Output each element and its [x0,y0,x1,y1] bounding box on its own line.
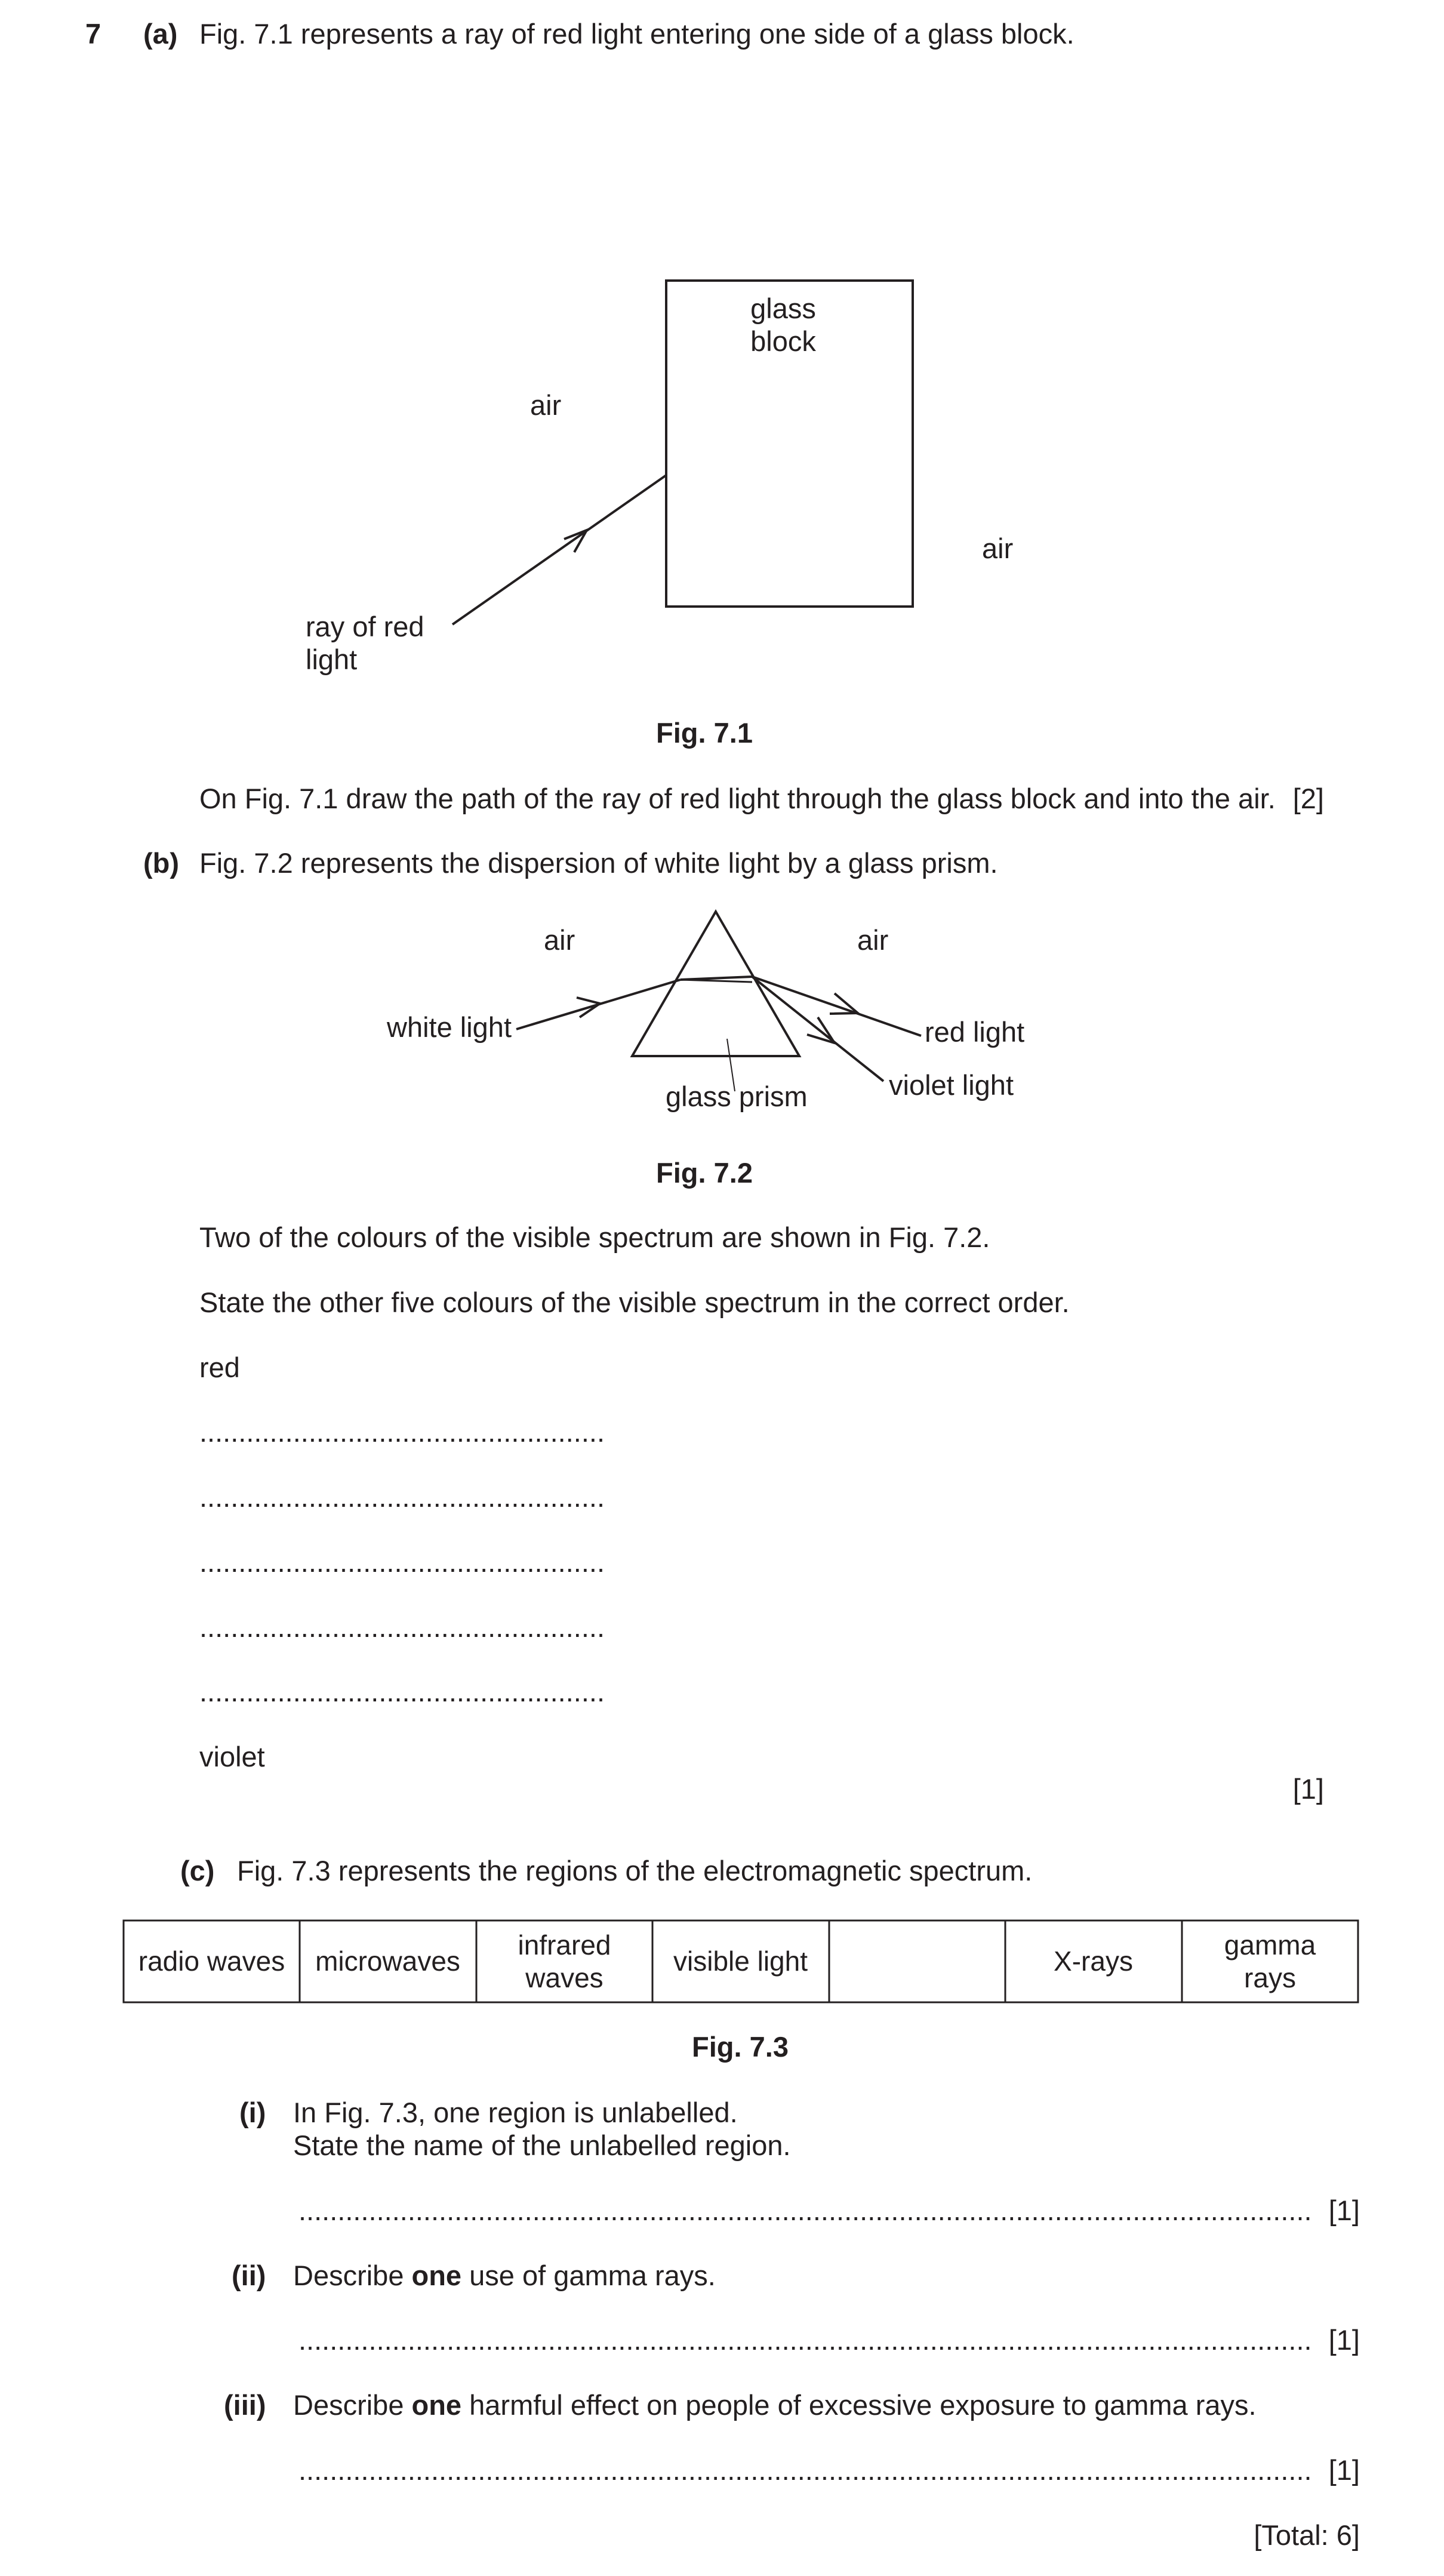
sub-ii-marks: [1] [1328,2324,1360,2356]
sub-ii-text: Describe one use of gamma rays. [293,2260,716,2291]
fig-7-1-air-left: air [530,389,562,421]
spectrum-cell-gamma-rays: gamma rays [1224,1929,1316,1993]
fig-7-1-caption: Fig. 7.1 [656,717,753,749]
question-total: [Total: 6] [1254,2519,1360,2551]
part-a-marks: [2] [1292,783,1324,814]
part-a-label: (a) [143,18,178,50]
fig-7-3-caption: Fig. 7.3 [692,2031,789,2063]
colour-answer-line-2[interactable]: .................................................... [199,1481,605,1513]
sub-iii-label: (iii) [224,2389,266,2421]
sub-i-answer-line[interactable]: .................................................................................................................................. [298,2195,1312,2226]
glass-block-label-line1: glass [750,293,816,324]
colour-answer-line-5[interactable]: .................................................... [199,1676,605,1707]
colour-violet: violet [199,1741,265,1772]
colour-answer-line-1[interactable]: .................................................... [199,1416,605,1448]
sub-iii-text: Describe one harmful effect on people of excessive exposure to gamma rays. [293,2389,1257,2421]
sub-iii-marks: [1] [1328,2454,1360,2486]
part-b-task: State the other five colours of the visible spectrum in the correct order. [199,1287,1070,1318]
glass-block-label-line2: block [750,325,816,357]
ray-label-line1: ray of red [306,611,424,642]
spectrum-cell-radio-waves: radio waves [138,1946,285,1977]
part-b-statement: Two of the colours of the visible spectrum are shown in Fig. 7.2. [199,1221,990,1253]
glass-prism-label: glass prism [666,1081,808,1112]
part-c-label: (c) [180,1855,215,1886]
white-light-label: white light [387,1011,512,1043]
question-number: 7 [85,18,101,50]
part-c-intro: Fig. 7.3 represents the regions of the electromagnetic spectrum. [237,1855,1033,1886]
colour-answer-line-3[interactable]: .................................................... [199,1546,605,1578]
sub-i-marks: [1] [1328,2195,1360,2226]
spectrum-cell-unlabelled [829,1921,1005,2002]
sub-i-label: (i) [239,2097,266,2128]
part-b-intro: Fig. 7.2 represents the dispersion of white light by a glass prism. [199,847,998,879]
sub-iii-answer-line[interactable]: .................................................................................................................................. [298,2454,1312,2486]
part-b-marks: [1] [1292,1773,1324,1805]
sub-ii-answer-line[interactable]: .................................................................................................................................. [298,2324,1312,2356]
sub-i-line2: State the name of the unlabelled region. [293,2129,791,2161]
violet-light-label: violet light [889,1069,1014,1101]
spectrum-cell-visible-light: visible light [673,1946,808,1977]
fig-7-2-air-left: air [544,924,575,956]
ray-label-line2: light [306,644,358,675]
sub-i-line1: In Fig. 7.3, one region is unlabelled. [293,2097,738,2128]
spectrum-cell-microwaves: microwaves [315,1946,460,1977]
part-a-intro: Fig. 7.1 represents a ray of red light entering one side of a glass block. [199,18,1074,50]
red-light-label: red light [925,1016,1025,1048]
colour-red: red [199,1352,240,1383]
part-a-instruction: On Fig. 7.1 draw the path of the ray of red light through the glass block and into the air. [199,783,1276,814]
fig-7-2-air-right: air [857,924,889,956]
spectrum-cell-x-rays: X-rays [1054,1946,1133,1977]
part-b-label: (b) [143,847,180,879]
fig-7-1-air-right: air [982,533,1014,564]
sub-ii-label: (ii) [232,2260,266,2291]
fig-7-2-caption: Fig. 7.2 [656,1157,753,1189]
spectrum-cell-infrared: infrared waves [518,1929,611,1993]
colour-answer-line-4[interactable]: .................................................... [199,1611,605,1643]
